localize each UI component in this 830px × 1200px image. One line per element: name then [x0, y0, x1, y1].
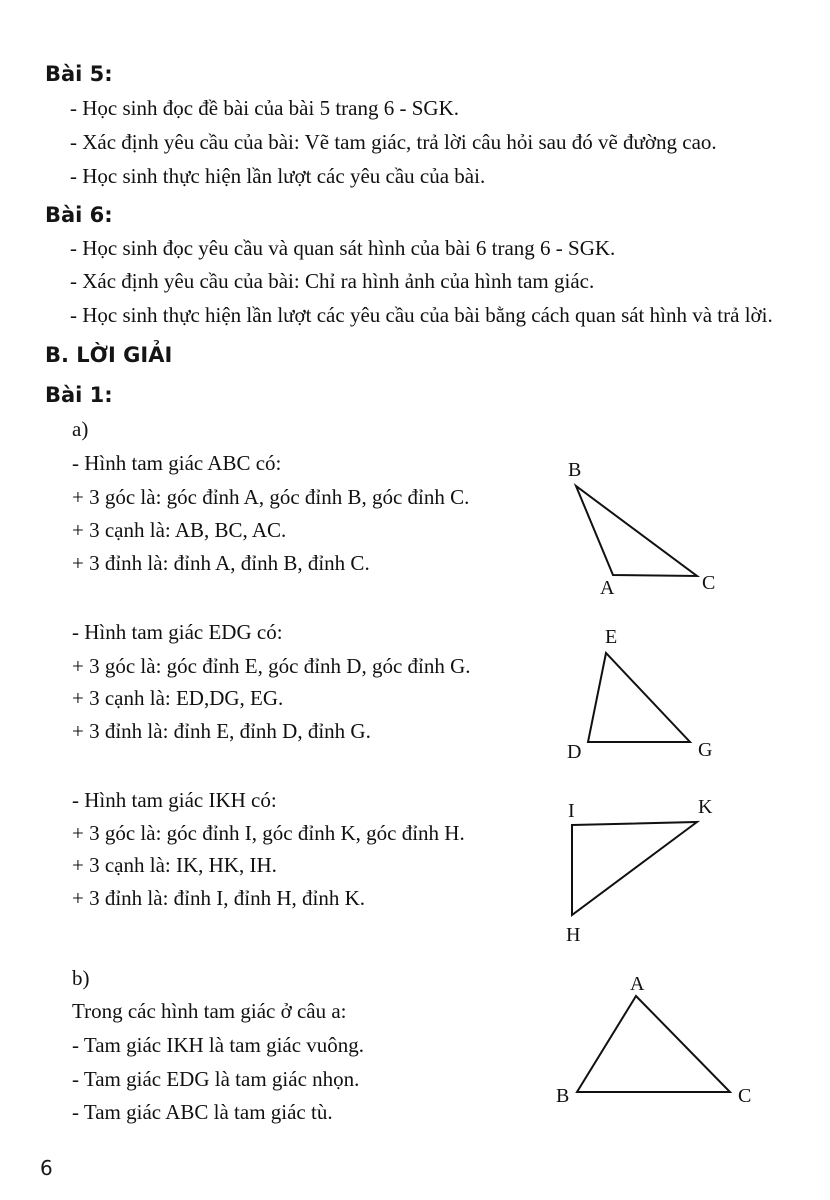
bai5-line-3: - Học sinh thực hiện lần lượt các yêu cầu của bài.: [70, 164, 486, 188]
page-number: 6: [40, 1156, 53, 1180]
triangle-edg: [567, 626, 712, 763]
b-line-3: - Tam giác EDG là tam giác nhọn.: [72, 1067, 360, 1091]
bai5-line-1: - Học sinh đọc đề bài của bài 5 trang 6 - SGK.: [70, 96, 459, 120]
abc-title: - Hình tam giác ABC có:: [72, 451, 282, 475]
section-b-heading: B. LỜI GIẢI: [45, 343, 173, 367]
bai5-line-2: - Xác định yêu cầu của bài: Vẽ tam giác, trả lời câu hỏi sau đó vẽ đường cao.: [70, 130, 717, 154]
edg-vertex-e: E: [605, 626, 618, 648]
abc-line-1: + 3 góc là: góc đỉnh A, góc đỉnh B, góc đỉnh C.: [72, 485, 470, 509]
ikh-vertex-h: H: [566, 924, 581, 946]
bai1-part-a: a): [72, 417, 89, 441]
ikh-title: - Hình tam giác IKH có:: [72, 788, 277, 812]
ikh-line-2: + 3 cạnh là: IK, HK, IH.: [72, 853, 277, 877]
abc-vertex-c: C: [702, 572, 716, 594]
ikh-vertex-k: K: [698, 796, 713, 818]
ikh-line-3: + 3 đỉnh là: đỉnh I, đỉnh H, đỉnh K.: [72, 886, 365, 910]
b-line-4: - Tam giác ABC là tam giác tù.: [72, 1100, 333, 1124]
bai5-heading: Bài 5:: [45, 62, 113, 86]
bai6-line-3: - Học sinh thực hiện lần lượt các yêu cầu của bài bằng cách quan sát hình và trả lời.: [70, 303, 773, 327]
abc-line-3: + 3 đỉnh là: đỉnh A, đỉnh B, đỉnh C.: [72, 551, 370, 575]
edg-line-3: + 3 đỉnh là: đỉnh E, đỉnh D, đỉnh G.: [72, 719, 371, 743]
abc-vertex-b: B: [568, 459, 582, 481]
triangle-abc: [568, 459, 715, 599]
triangle-edg-shape: [588, 653, 690, 742]
b-line-2: - Tam giác IKH là tam giác vuông.: [72, 1033, 365, 1057]
triangle-ikh: [566, 796, 713, 946]
b-line-1: Trong các hình tam giác ở câu a:: [72, 999, 347, 1023]
bai6-line-2: - Xác định yêu cầu của bài: Chỉ ra hình ảnh của hình tam giác.: [70, 269, 595, 293]
triangle-abc-shape: [576, 486, 697, 576]
abc-line-2: + 3 cạnh là: AB, BC, AC.: [72, 518, 287, 542]
edg-vertex-d: D: [567, 741, 582, 763]
triangle-b-abc: [556, 973, 751, 1107]
ikh-line-1: + 3 góc là: góc đỉnh I, góc đỉnh K, góc đỉnh H.: [72, 821, 465, 845]
edg-title: - Hình tam giác EDG có:: [72, 620, 283, 644]
abc-vertex-a: A: [600, 577, 615, 599]
edg-line-2: + 3 cạnh là: ED,DG, EG.: [72, 686, 284, 710]
triangle-b-abc-shape: [577, 996, 730, 1092]
triangle-ikh-shape: [572, 822, 697, 915]
ikh-vertex-i: I: [568, 800, 575, 822]
bai1-heading: Bài 1:: [45, 383, 113, 407]
edg-vertex-g: G: [698, 739, 713, 761]
b-vertex-a: A: [630, 973, 645, 995]
edg-line-1: + 3 góc là: góc đỉnh E, góc đỉnh D, góc đỉnh G.: [72, 654, 471, 678]
bai6-line-1: - Học sinh đọc yêu cầu và quan sát hình của bài 6 trang 6 - SGK.: [70, 236, 616, 260]
b-vertex-b: B: [556, 1085, 570, 1107]
bai1-part-b: b): [72, 966, 90, 990]
bai6-heading: Bài 6:: [45, 203, 113, 227]
b-vertex-c: C: [738, 1085, 752, 1107]
